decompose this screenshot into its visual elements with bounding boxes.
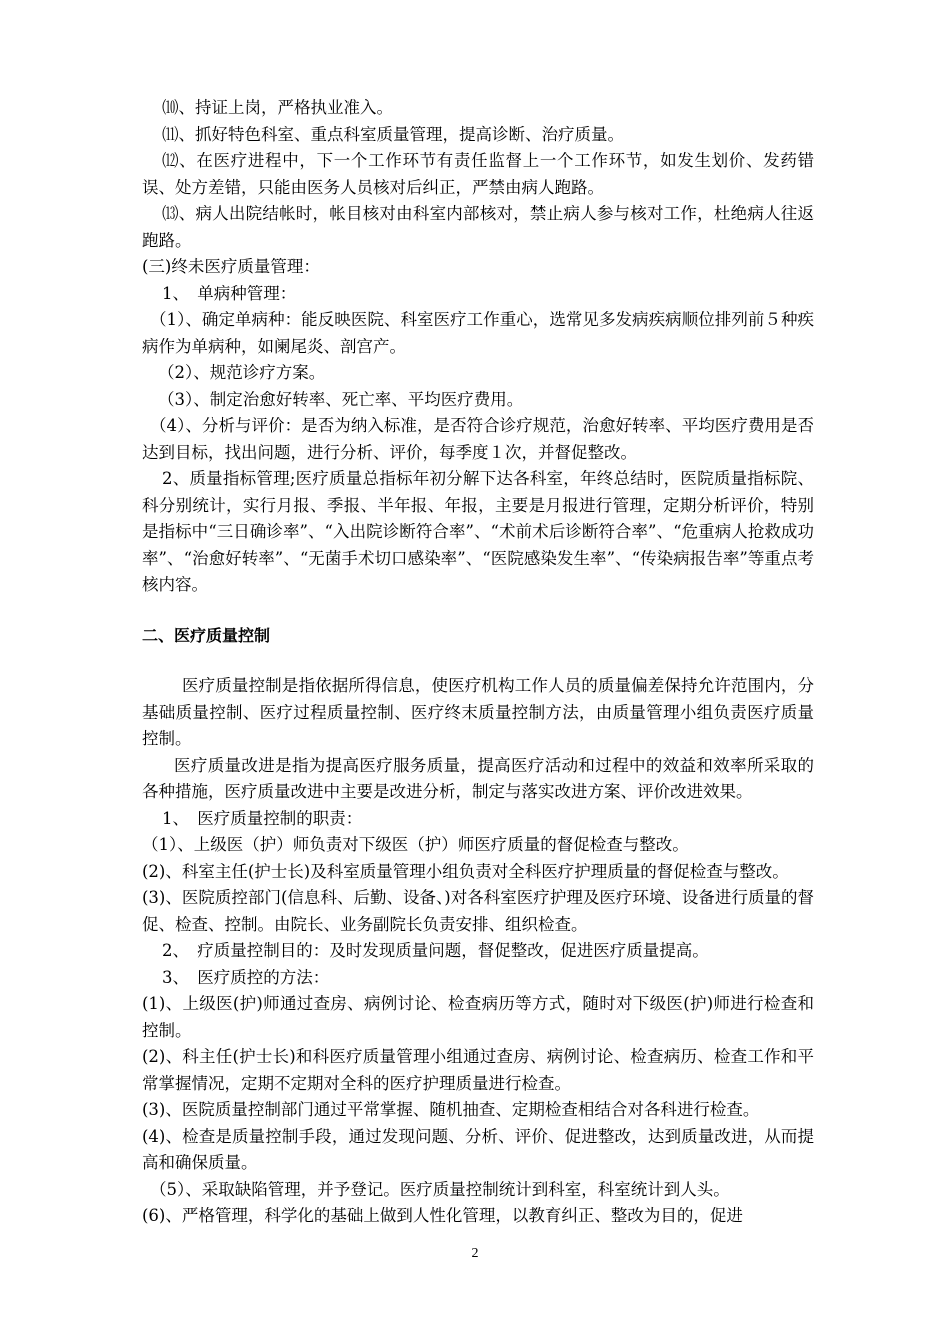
text-line: 3、 医疗质控的方法： bbox=[162, 967, 330, 987]
spacer bbox=[142, 649, 814, 673]
text-line: (6)、严格管理，科学化的基础上做到人性化管理，以教育纠正、整改为目的，促进 bbox=[142, 1206, 743, 1225]
text-line: ⑾、抓好特色科室、重点科室质量管理，提高诊断、治疗质量。 bbox=[162, 124, 624, 144]
text-line: ⑿、在医疗进程中，下一个工作环节有责任监督上一个工作环节，如发生划价、发药错误、处方差错，只能由医务人员核对后纠正，严禁由病人跑路。 bbox=[142, 151, 814, 197]
spacer bbox=[142, 599, 814, 623]
text-line: (1)、上级医(护)师通过查房、病例讨论、检查病历等方式，随时对下级医(护)师进行检查和控制。 bbox=[142, 994, 814, 1040]
text-line: 1、 医疗质量控制的职责： bbox=[162, 808, 363, 828]
document-body bbox=[142, 95, 814, 1230]
paragraph: 医疗质量改进是指为提高医疗服务质量，提高医疗活动和过程中的效益和效率所采取的各种措施，医疗质量改进中主要是改进分析，制定与落实改进方案、评价改进效果。 bbox=[142, 755, 814, 801]
text-line: （3）、制定治愈好转率、死亡率、平均医疗费用。 bbox=[158, 389, 524, 409]
text-line: （5）、采取缺陷管理，并予登记。医疗质量控制统计到科室，科室统计到人头。 bbox=[150, 1179, 730, 1199]
text-line: (2)、科室主任(护士长)及科室质量管理小组负责对全科医疗护理质量的督促检查与整改。 bbox=[142, 861, 789, 881]
text-line: （4）、分析与评价：是否为纳入标准，是否符合诊疗规范，治愈好转率、平均医疗费用是否达到目标，找出问题，进行分析、评价，每季度１次，并督促整改。 bbox=[142, 416, 814, 462]
text-line: （1）、确定单病种：能反映医院、科室医疗工作重心，选常见多发病疾病顺位排列前５种疾病作为单病种，如阑尾炎、剖宫产。 bbox=[142, 310, 814, 356]
paragraph: 医疗质量控制是指依据所得信息，使医疗机构工作人员的质量偏差保持允许范围内，分基础质量控制、医疗过程质量控制、医疗终末质量控制方法，由质量管理小组负责医疗质量控制。 bbox=[142, 676, 814, 748]
text-line: 2、 疗质量控制目的：及时发现质量问题，督促整改，促进医疗质量提高。 bbox=[162, 941, 709, 960]
page-number: 2 bbox=[471, 1246, 479, 1261]
text-line: 2、质量指标管理;医疗质量总指标年初分解下达各科室，年终总结时，医院质量指标院、科分别统计，实行月报、季报、半年报、年报，主要是月报进行管理，定期分析评价，特别是指标中“三日确诊率”、“入出院诊断符合率”、“术前术后诊断符合率”、“危重病人抢救成功率”、“治愈好转率”、“无菌手术切口感染率”、“医院感染发生率”、“传染病报告率”等重点考核内容。 bbox=[142, 469, 814, 594]
text-line: ⑽、持证上岗，严格执业准入。 bbox=[162, 98, 393, 117]
section-title: 二、医疗质量控制 bbox=[142, 625, 271, 645]
text-line: 1、 单病种管理： bbox=[162, 283, 297, 303]
text-line: (3)、医院质控部门(信息科、后勤、设备、)对各科室医疗护理及医疗环境、设备进行质量的督促、检查、控制。由院长、业务副院长负责安排、组织检查。 bbox=[142, 888, 814, 934]
text-line: (4)、检查是质量控制手段，通过发现问题、分析、评价、促进整改，达到质量改进，从而提高和确保质量。 bbox=[142, 1126, 814, 1172]
section-three-block bbox=[142, 95, 814, 599]
subsection-heading: (三)终未医疗质量管理： bbox=[142, 257, 320, 276]
section-two-block bbox=[142, 673, 814, 1230]
text-line: (3)、医院质量控制部门通过平常掌握、随机抽查、定期检查相结合对各科进行检查。 bbox=[142, 1100, 760, 1119]
text-line: (2)、科主任(护士长)和科医疗质量管理小组通过查房、病例讨论、检查病历、检查工作和平常掌握情况，定期不定期对全科的医疗护理质量进行检查。 bbox=[142, 1047, 814, 1093]
text-line: （1）、上级医（护）师负责对下级医（护）师医疗质量的督促检查与整改。 bbox=[142, 835, 689, 854]
text-line: （2）、规范诊疗方案。 bbox=[158, 363, 326, 382]
text-line: ⒀、病人出院结帐时，帐目核对由科室内部核对，禁止病人参与核对工作，杜绝病人往返跑路。 bbox=[142, 204, 814, 250]
